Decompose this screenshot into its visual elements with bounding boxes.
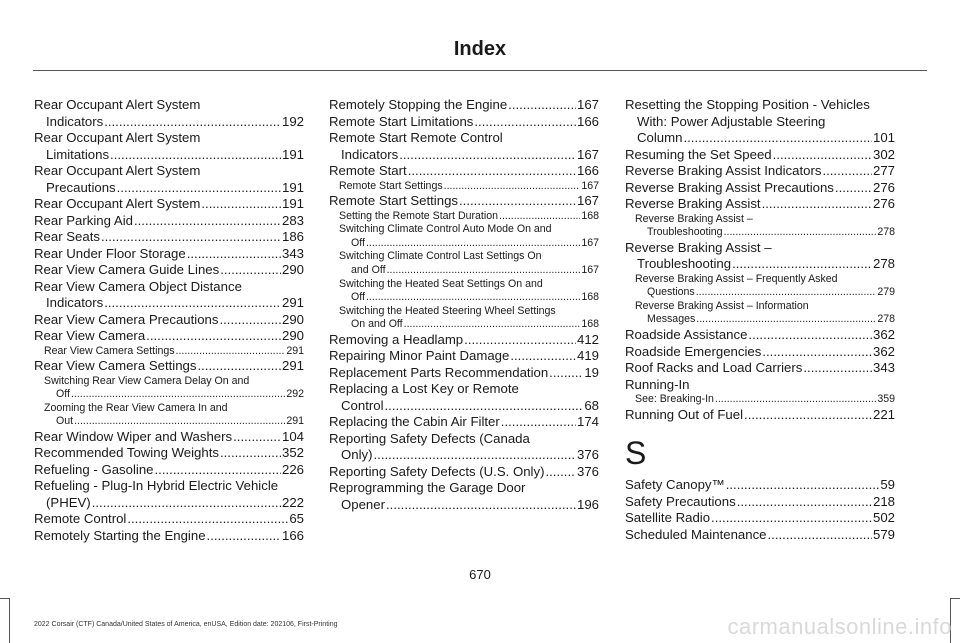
entry-text: Remote Start Settings [329, 193, 459, 209]
entry-text: Remotely Stopping the Engine [329, 97, 508, 112]
entry-text: Remote Start [329, 163, 407, 178]
entry-text: See: Breaking-In [635, 393, 714, 406]
leader-dots [404, 318, 581, 332]
index-entry[interactable] [625, 527, 895, 544]
index-entry[interactable] [329, 130, 599, 163]
section-letter: S [625, 435, 647, 472]
index-entry[interactable] [329, 193, 599, 210]
page-ref[interactable]: 362 [872, 343, 895, 359]
page-ref[interactable]: 277 [872, 163, 895, 178]
entry-text: Running-In [625, 376, 690, 392]
page-ref[interactable]: 191 [281, 179, 304, 195]
index-entry[interactable] [625, 147, 895, 164]
entry-text: Off [351, 236, 365, 249]
index-entry[interactable] [34, 163, 304, 196]
index-entry[interactable] [329, 464, 599, 481]
entry-text: Control [341, 397, 384, 413]
index-subentry[interactable] [329, 210, 599, 224]
entry-text: Troubleshooting [647, 226, 723, 239]
index-entry[interactable] [625, 180, 895, 197]
entry-text: Switching the Heated Seat Settings On and [339, 277, 543, 290]
crop-mark-right-h [950, 598, 960, 599]
entry-text: Rear View Camera Precautions [34, 311, 219, 327]
leader-dots [762, 344, 872, 361]
leader-dots [92, 495, 281, 512]
entry-text: (PHEV) [46, 494, 91, 510]
page-ref[interactable]: 167 [576, 97, 599, 112]
index-subentry[interactable] [329, 250, 599, 277]
page-ref[interactable]: 290 [281, 311, 304, 327]
entry-text: Rear View Camera Guide Lines [34, 262, 220, 277]
leader-dots [408, 163, 576, 180]
page-ref[interactable]: 221 [872, 406, 895, 422]
leader-dots [773, 147, 872, 164]
entry-text: Reverse Braking Assist – [625, 239, 772, 255]
leader-dots [711, 510, 872, 527]
index-entry[interactable] [329, 381, 599, 414]
index-entry[interactable] [625, 344, 895, 361]
page-ref[interactable]: 167 [576, 193, 599, 209]
index-column-1 [34, 97, 304, 544]
entry-text: Roof Racks and Load Carriers [625, 360, 803, 376]
page-ref[interactable]: 167 [576, 146, 599, 162]
page-ref[interactable]: 196 [576, 496, 599, 512]
index-subentry[interactable] [625, 393, 895, 407]
leader-dots [549, 365, 583, 382]
entry-text: Switching the Heated Steering Wheel Settings [339, 304, 556, 317]
leader-dots [501, 414, 576, 431]
leader-dots [683, 130, 872, 147]
index-entry[interactable] [34, 246, 304, 263]
index-entry[interactable] [34, 196, 304, 213]
entry-text: Reverse Braking Assist Precautions [625, 179, 834, 195]
leader-dots [134, 213, 281, 230]
page-ref[interactable]: 343 [872, 360, 895, 376]
index-entry[interactable] [329, 163, 599, 180]
entry-text: Safety Precautions [625, 493, 736, 509]
entry-text: Out [56, 415, 74, 428]
index-entry[interactable] [329, 332, 599, 349]
index-entry[interactable] [34, 130, 304, 163]
leader-dots [220, 262, 281, 279]
leader-dots [146, 328, 281, 345]
entry-text: Reverse Braking Assist [625, 196, 761, 211]
entry-text: Switching Climate Control Auto Mode On and [339, 223, 552, 236]
entry-text: Precautions [46, 179, 116, 195]
entry-text: Remote Control [34, 511, 127, 527]
index-entry[interactable] [625, 196, 895, 213]
edition-footer: 2022 Corsair (CTF) Canada/United States of America, enUSA, Edition date: 202106, First-Printing [34, 621, 338, 628]
index-entry[interactable] [625, 510, 895, 527]
page-ref[interactable]: 166 [281, 527, 304, 543]
entry-text: Rear View Camera Settings [44, 344, 175, 357]
page-ref[interactable]: 68 [584, 397, 599, 413]
entry-text: Refueling - Plug-In Hybrid Electric Vehicle [34, 478, 279, 494]
leader-dots [724, 226, 877, 240]
entry-text: Recommended Towing Weights [34, 445, 219, 461]
leader-dots [822, 163, 872, 180]
entry-text: Resetting the Stopping Position - Vehicles [625, 97, 870, 112]
entry-text: Roadside Assistance [625, 327, 748, 343]
entry-text: Remote Start Limitations [329, 113, 474, 129]
index-subentry[interactable] [625, 273, 895, 300]
index-entry[interactable] [34, 462, 304, 479]
entry-text: Reporting Safety Defects (Canada [329, 430, 530, 446]
leader-dots [726, 477, 880, 494]
page-ref[interactable]: 166 [576, 163, 599, 178]
header-rule [33, 70, 927, 71]
page-ref[interactable]: 191 [281, 196, 304, 211]
leader-dots [104, 114, 281, 131]
page-ref[interactable]: 191 [281, 146, 304, 162]
leader-dots [499, 210, 580, 224]
leader-dots [385, 398, 584, 415]
page-ref[interactable]: 186 [281, 229, 304, 244]
leader-dots [715, 393, 876, 407]
entry-text: Rear Occupant Alert System [34, 196, 201, 211]
entry-text: Rear View Camera [34, 328, 146, 343]
leader-dots [187, 246, 281, 263]
page-ref[interactable]: 276 [872, 196, 895, 211]
page-ref[interactable]: 167 [581, 236, 599, 249]
index-entry[interactable] [34, 358, 304, 375]
entry-text: Rear Occupant Alert System [34, 97, 201, 112]
index-subentry[interactable] [34, 402, 304, 429]
leader-dots [508, 97, 576, 114]
entry-text: Rear Seats [34, 229, 100, 244]
entry-text: Reverse Braking Assist – [635, 212, 753, 225]
leader-dots [233, 429, 281, 446]
index-entry[interactable] [34, 328, 304, 345]
index-entry[interactable] [34, 528, 304, 545]
leader-dots [197, 358, 281, 375]
page-number: 670 [469, 567, 491, 582]
leader-dots [748, 327, 872, 344]
page-ref[interactable]: 290 [281, 328, 304, 343]
page-ref[interactable]: 290 [281, 262, 304, 277]
page-ref[interactable]: 59 [880, 477, 895, 493]
entry-text: Indicators [46, 113, 104, 129]
index-entry[interactable] [625, 327, 895, 344]
leader-dots [696, 313, 876, 327]
page-ref[interactable]: 419 [576, 348, 599, 364]
index-entry[interactable] [625, 240, 895, 273]
page-ref[interactable]: 502 [872, 510, 895, 526]
page-ref[interactable]: 579 [872, 526, 895, 542]
index-entry[interactable] [329, 365, 599, 382]
page-ref[interactable]: 376 [576, 463, 599, 479]
leader-dots [835, 180, 872, 197]
page-ref[interactable]: 174 [576, 414, 599, 430]
index-entry[interactable] [34, 229, 304, 246]
index-subentry[interactable] [34, 375, 304, 402]
entry-text: Remote Start Settings [339, 179, 443, 192]
entry-text: Troubleshooting [637, 256, 732, 272]
index-column-2 [329, 97, 599, 513]
entry-text: and Off [351, 263, 386, 276]
entry-text: Indicators [341, 146, 399, 162]
leader-dots [220, 445, 281, 462]
leader-dots [374, 447, 576, 464]
entry-text: Column [637, 130, 683, 145]
index-column-3 [625, 97, 895, 543]
entry-text: Replacement Parts Recommendation [329, 364, 549, 380]
leader-dots [803, 360, 872, 377]
entry-text: Switching Climate Control Last Settings On [339, 250, 542, 263]
entry-text: Running Out of Fuel [625, 406, 744, 422]
page-ref[interactable]: 283 [281, 212, 304, 228]
entry-text: Messages [647, 313, 696, 326]
page-ref[interactable]: 352 [281, 445, 304, 461]
entry-text: Setting the Remote Start Duration [339, 209, 498, 222]
entry-text: Rear View Camera Object Distance [34, 278, 242, 294]
page-ref[interactable]: 302 [872, 146, 895, 162]
entry-text: Remote Start Remote Control [329, 130, 503, 145]
page-ref[interactable]: 412 [576, 331, 599, 347]
leader-dots [219, 312, 281, 329]
entry-text: Rear Occupant Alert System [34, 163, 201, 178]
index-entry[interactable] [34, 279, 304, 312]
page-ref[interactable]: 278 [872, 256, 895, 272]
entry-text: Roadside Emergencies [625, 343, 762, 359]
leader-dots [104, 295, 281, 312]
leader-dots [474, 114, 576, 131]
index-entry[interactable] [34, 478, 304, 511]
leader-dots [117, 180, 281, 197]
index-entry[interactable] [329, 348, 599, 365]
leader-dots [201, 196, 281, 213]
index-entry[interactable] [34, 445, 304, 462]
index-entry[interactable] [329, 431, 599, 464]
entry-text: On and Off [351, 318, 403, 331]
index-entry[interactable] [34, 312, 304, 329]
leader-dots [768, 527, 872, 544]
page-ref[interactable]: 278 [877, 226, 895, 239]
page-ref[interactable]: 278 [877, 313, 895, 326]
entry-text: Zooming the Rear View Camera In and [44, 401, 228, 414]
entry-text: Questions [647, 286, 695, 299]
entry-text: Rear Window Wiper and Washers [34, 428, 233, 444]
entry-text: Rear View Camera Settings [34, 358, 197, 374]
index-entry[interactable] [329, 114, 599, 131]
page-ref[interactable]: 291 [286, 415, 304, 428]
page-ref[interactable]: 226 [281, 461, 304, 477]
entry-text: Only) [341, 447, 373, 463]
leader-dots [366, 237, 580, 251]
page-ref[interactable]: 65 [289, 511, 304, 527]
index-entry[interactable] [34, 262, 304, 279]
leader-dots [155, 462, 281, 479]
entry-text: Reverse Braking Assist Indicators [625, 163, 822, 178]
leader-dots [744, 407, 872, 424]
leader-dots [74, 415, 285, 429]
entry-text: With: Power Adjustable Steering [637, 113, 826, 129]
page-ref[interactable]: 168 [581, 318, 599, 331]
page-ref[interactable]: 359 [877, 393, 895, 406]
index-subentry[interactable] [34, 345, 304, 359]
index-subentry[interactable] [625, 213, 895, 240]
leader-dots [732, 256, 872, 273]
entry-text: Satellite Radio [625, 510, 711, 526]
entry-text: Off [56, 388, 70, 401]
page-ref[interactable]: 362 [872, 327, 895, 343]
index-entry[interactable] [625, 494, 895, 511]
page-ref[interactable]: 192 [281, 113, 304, 129]
leader-dots [696, 286, 877, 300]
leader-dots [510, 348, 576, 365]
watermark: carmanualsonline.info [727, 614, 952, 639]
crop-mark-left-h [0, 598, 10, 599]
entry-text: Removing a Headlamp [329, 331, 464, 347]
page-ref[interactable]: 343 [281, 245, 304, 261]
entry-text: Rear Occupant Alert System [34, 130, 201, 145]
leader-dots [71, 388, 285, 402]
leader-dots [444, 180, 581, 194]
index-entry[interactable] [34, 429, 304, 446]
entry-text: Resuming the Set Speed [625, 146, 772, 162]
leader-dots [387, 264, 581, 278]
entry-text: Reverse Braking Assist – Frequently Asked [635, 272, 838, 285]
entry-text: Safety Canopy™ [625, 477, 725, 493]
entry-text: Reverse Braking Assist – Information [635, 299, 809, 312]
page-ref[interactable]: 291 [281, 295, 304, 310]
entry-text: Replacing the Cabin Air Filter [329, 414, 500, 430]
page-ref[interactable]: 218 [872, 493, 895, 509]
page-ref[interactable]: 167 [581, 179, 599, 192]
index-subentry[interactable] [329, 180, 599, 194]
entry-text: Limitations [46, 146, 110, 162]
crop-mark-left [9, 598, 10, 643]
leader-dots [762, 196, 872, 213]
page-ref[interactable]: 222 [281, 494, 304, 510]
leader-dots [459, 193, 576, 210]
index-entry[interactable] [625, 97, 895, 147]
page-ref[interactable]: 276 [872, 179, 895, 195]
index-entry[interactable] [625, 407, 895, 424]
page-ref[interactable]: 19 [584, 364, 599, 380]
leader-dots [464, 332, 576, 349]
leader-dots [207, 528, 281, 545]
page-ref[interactable]: 292 [286, 388, 304, 401]
page-ref[interactable]: 279 [877, 286, 895, 299]
index-entry[interactable] [625, 377, 895, 394]
entry-text: Reporting Safety Defects (U.S. Only) [329, 463, 545, 479]
leader-dots [399, 147, 576, 164]
index-entry[interactable] [625, 477, 895, 494]
index-subentry[interactable] [329, 223, 599, 250]
leader-dots [101, 229, 281, 246]
index-entry[interactable] [329, 480, 599, 513]
leader-dots [545, 464, 576, 481]
index-entry[interactable] [34, 213, 304, 230]
index-entry[interactable] [625, 163, 895, 180]
index-subentry[interactable] [329, 305, 599, 332]
index-entry[interactable] [625, 360, 895, 377]
index-entry[interactable] [34, 511, 304, 528]
entry-text: Reprogramming the Garage Door [329, 480, 526, 496]
page-ref[interactable]: 291 [281, 358, 304, 374]
entry-text: Repairing Minor Paint Damage [329, 348, 510, 364]
leader-dots [366, 291, 580, 305]
page-ref[interactable]: 101 [872, 130, 895, 145]
entry-text: Replacing a Lost Key or Remote [329, 381, 519, 397]
index-subentry[interactable] [329, 278, 599, 305]
leader-dots [176, 345, 286, 359]
index-entry[interactable] [34, 97, 304, 130]
entry-text: Indicators [46, 295, 104, 310]
leader-dots [127, 511, 288, 528]
page-ref[interactable]: 291 [286, 344, 304, 357]
entry-text: Off [351, 291, 365, 304]
index-subentry[interactable] [625, 300, 895, 327]
page-title: Index [453, 38, 507, 60]
entry-text: Rear Parking Aid [34, 212, 133, 228]
page-ref[interactable]: 166 [576, 113, 599, 129]
entry-text: Remotely Starting the Engine [34, 527, 206, 543]
leader-dots [386, 497, 576, 514]
entry-text: Opener [341, 496, 385, 512]
entry-text: Rear Under Floor Storage [34, 245, 186, 261]
page-ref[interactable]: 167 [581, 263, 599, 276]
page-ref[interactable]: 376 [576, 447, 599, 463]
leader-dots [110, 147, 281, 164]
entry-text: Scheduled Maintenance [625, 526, 767, 542]
index-entry[interactable] [329, 97, 599, 114]
entry-text: Refueling - Gasoline [34, 461, 154, 477]
page-ref[interactable]: 168 [581, 291, 599, 304]
entry-text: Switching Rear View Camera Delay On and [44, 374, 250, 387]
page-ref[interactable]: 168 [581, 209, 599, 222]
leader-dots [737, 494, 872, 511]
page-ref[interactable]: 104 [281, 428, 304, 444]
index-entry[interactable] [329, 414, 599, 431]
